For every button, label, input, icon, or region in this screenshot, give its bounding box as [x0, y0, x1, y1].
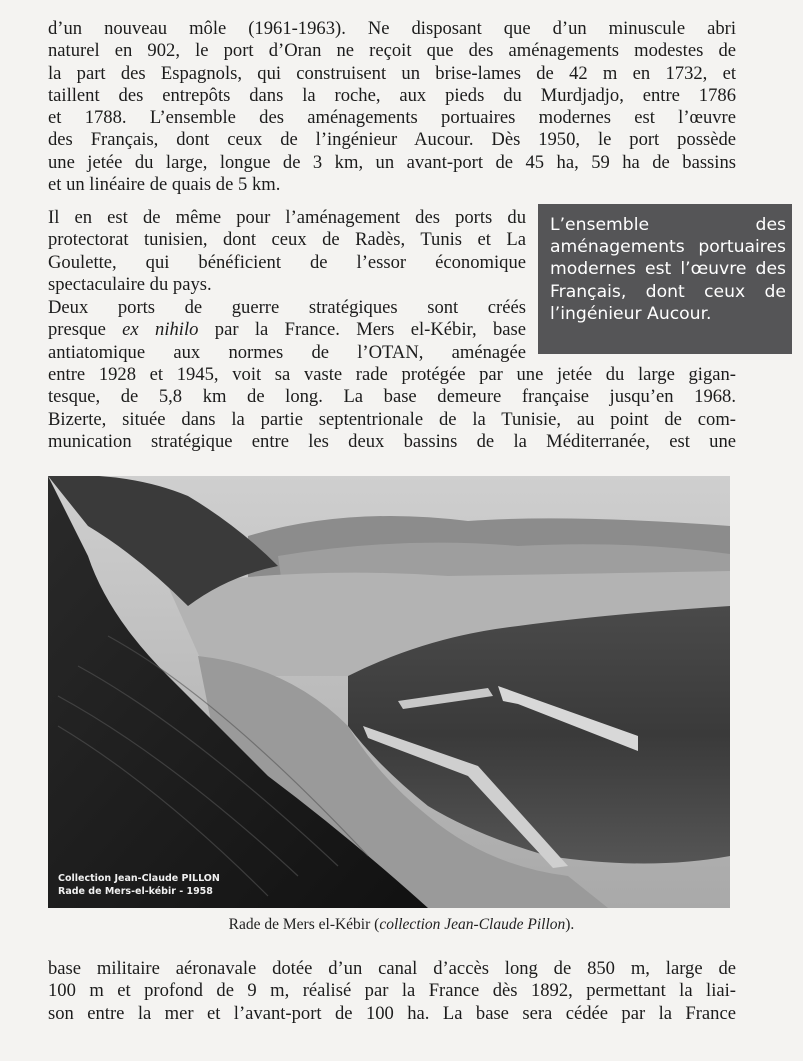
text-line: son entre la mer et l’avant-port de 100 ha. La base sera cédée par la France	[48, 1002, 736, 1024]
text-line: des Français, dont ceux de l’ingénieur Aucour. Dès 1950, le port possède	[48, 129, 736, 151]
text-line: 100 m et profond de 9 m, réalisé par la France dès 1892, permettant la liai-	[48, 980, 736, 1002]
caption-italic: collection Jean-Claude Pillon	[379, 916, 566, 933]
text-line: Goulette, qui bénéficient de l’essor économique	[48, 251, 526, 273]
text-span: presque	[48, 319, 123, 341]
text-line: et un linéaire de quais de 5 km.	[48, 174, 281, 196]
caption-end: ).	[565, 916, 575, 933]
text-line: antiatomique aux normes de l’OTAN, aménagée	[48, 341, 526, 363]
text-line: Bizerte, située dans la partie septentrionale de la Tunisie, au point de com-	[48, 408, 736, 430]
photo-credit	[58, 872, 220, 898]
photo-caption	[0, 916, 803, 934]
text-line: protectorat tunisien, dont ceux de Radès, Tunis et La	[48, 229, 526, 251]
text-line: taillent des entrepôts dans la roche, aux pieds du Murdjadjo, entre 1786	[48, 84, 736, 106]
paragraph-oran	[48, 18, 736, 196]
harbor-photo	[48, 476, 730, 908]
photo-credit-line: Rade de Mers-el-kébir - 1958	[58, 886, 213, 897]
italic-span: ex nihilo	[122, 319, 199, 341]
text-span: par la France. Mers el-Kébir, base	[198, 319, 526, 341]
paragraph-ports-guerre-cont	[48, 364, 736, 453]
text-line	[48, 319, 526, 341]
text-line: la part des Espagnols, qui construisent un brise-lames de 42 m en 1732, et	[48, 62, 736, 84]
harbor-photo-illustration	[48, 476, 730, 908]
text-line: entre 1928 et 1945, voit sa vaste rade protégée par une jetée du large gigan-	[48, 364, 736, 385]
text-line: tesque, de 5,8 km de long. La base demeure française jusqu’en 1968.	[48, 386, 736, 408]
paragraph-tunisie	[48, 207, 526, 296]
paragraph-bizerte	[48, 958, 736, 1025]
paragraph-ports-guerre	[48, 297, 526, 364]
caption-text: Rade de Mers el-Kébir (	[228, 916, 380, 933]
photo-credit-line: Collection Jean-Claude PILLON	[58, 873, 220, 884]
text-line: munication stratégique entre les deux bassins de la Méditerranée, est une	[48, 430, 736, 452]
text-line: spectaculaire du pays.	[48, 273, 212, 295]
pull-quote: L’ensemble des aménagements portuaires modernes est l’œuvre des Français, dont ceux de l’ingénieur Aucour.	[538, 204, 792, 354]
text-line: naturel en 902, le port d’Oran ne reçoit que des aménagements modestes de	[48, 40, 736, 62]
text-line: Il en est de même pour l’aménagement des ports du	[48, 207, 526, 228]
text-line: une jetée du large, longue de 3 km, un avant-port de 45 ha, 59 ha de bassins	[48, 151, 736, 173]
text-line: d’un nouveau môle (1961-1963). Ne disposant que d’un minuscule abri	[48, 18, 736, 39]
text-line: Deux ports de guerre stratégiques sont créés	[48, 297, 526, 318]
text-line: et 1788. L’ensemble des aménagements portuaires modernes est l’œuvre	[48, 107, 736, 129]
text-line: base militaire aéronavale dotée d’un canal d’accès long de 850 m, large de	[48, 958, 736, 979]
